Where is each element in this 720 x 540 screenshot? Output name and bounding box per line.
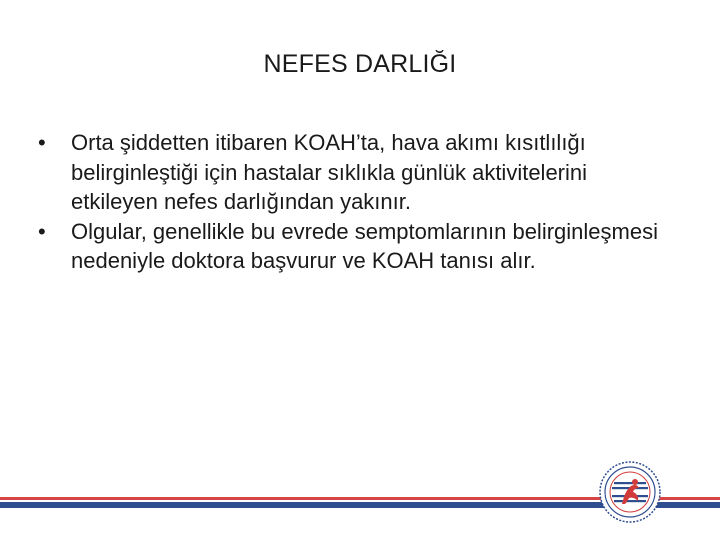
bullet-text: Olgular, genellikle bu evrede semptomlarının belirginleşmesi nedeniyle doktora başvurur ve KOAH tanısı alır. [71, 218, 658, 274]
university-seal-icon [598, 460, 662, 524]
slide-title: NEFES DARLIĞI [263, 50, 457, 78]
bullet-item [38, 217, 678, 276]
bullet-list [38, 128, 678, 276]
bullet-text: Orta şiddetten itibaren KOAH’ta, hava akımı kısıtlılığı belirginleştiği için hastalar sıklıkla günlük aktivitelerini etkileyen nefes darlığından yakınır. [71, 130, 588, 215]
bullet-item [38, 128, 678, 217]
bullet-dot: • [38, 130, 46, 155]
bullet-dot: • [38, 218, 46, 244]
